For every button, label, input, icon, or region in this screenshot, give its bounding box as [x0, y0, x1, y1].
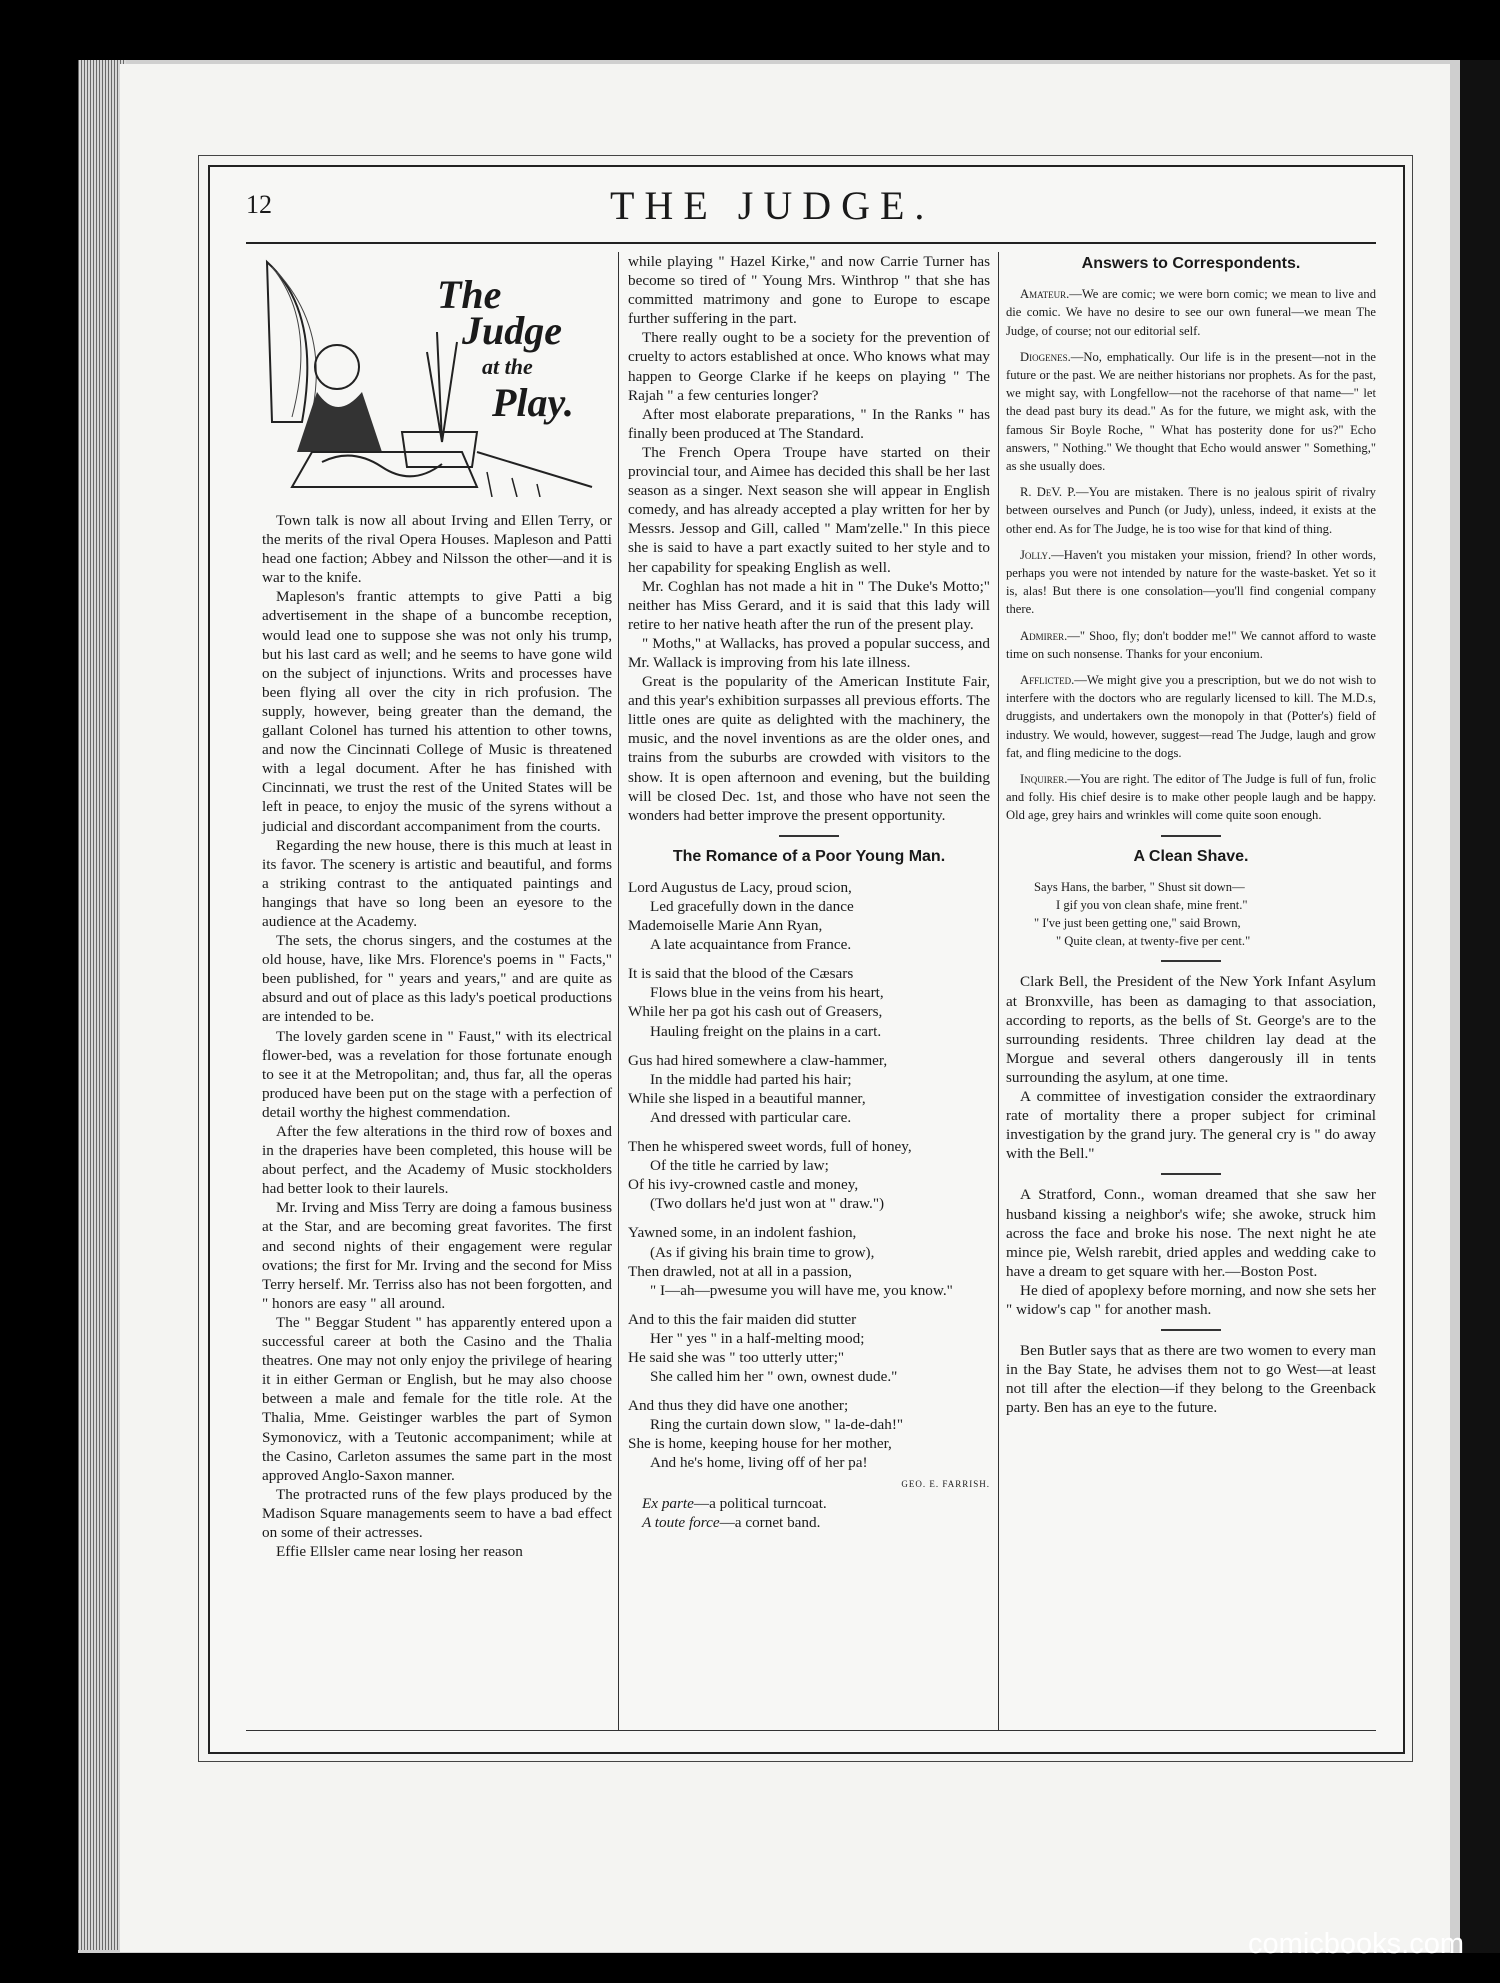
poem-line: Her " yes " in a half-melting mood; — [650, 1329, 865, 1347]
poem-line: (As if giving his brain time to grow), — [650, 1243, 875, 1261]
poem-line: It is said that the blood of the Cæsars — [628, 965, 854, 983]
verse-line: I gif you von clean shafe, mine frent." — [1056, 897, 1248, 912]
column-rule-2 — [998, 252, 999, 1730]
judge-at-play-illustration — [262, 252, 612, 497]
poem-line: " I—ah—pwesume you will have me, you know." — [650, 1281, 953, 1299]
paragraph: A committee of investigation consider the extraordinary rate of mortality there a proper subject for criminal investigation by the grand jury. The general cry is " do away with the Bell." — [1006, 1088, 1376, 1163]
paragraph: After most elaborate preparations, " In the Ranks " has finally been produced at The Standard. — [628, 405, 990, 442]
paragraph: He died of apoplexy before morning, and now she sets her " widow's cap " for another mash. — [1006, 1281, 1376, 1318]
paragraph: Great is the popularity of the American Institute Fair, and this year's exhibition surpasses all previous efforts. The little ones are quite as delighted with the machinery, the music, and the novel inventions as are the older ones, and trains from the suburbs are crowded with visitors to the show. It is open afternoon and evening, but the building will be closed Dec. 1st, and those who have not seen the wonders had better improve the present opportunity. — [628, 673, 990, 824]
paragraph: The " Beggar Student " has apparently entered upon a successful career at both the Casino and the Thalia theatres. One may not only enjoy the privilege of hearing it in either German or English, but he may also choose between a male and female for the title role. At the Thalia, Mme. Geistinger warbles the part of Symon Symonovicz, with a Teutonic accompaniment; while at the Casino, Carleton assumes the same part in the most approved Anglo-Saxon manner. — [262, 1313, 612, 1484]
poem-line: And thus they did have one another; — [628, 1397, 849, 1415]
poem-line: While her pa got his cash out of Greasers, — [628, 1003, 883, 1021]
column-3 — [1006, 252, 1376, 1417]
answer — [1006, 671, 1376, 762]
paragraph: The protracted runs of the few plays produced by the Madison Square managements seem to have a bad effect on some of their actresses. — [262, 1485, 612, 1541]
paragraph: A Stratford, Conn., woman dreamed that she saw her husband kissing a neighbor's wife; she awoke, struck him across the face and broke his nose. The next night he ate mince pie, Welsh rarebit, dried apples and wedding cake to have a dream to get square with her.—Boston Post. — [1006, 1186, 1376, 1280]
poem-line: Flows blue in the veins from his heart, — [650, 984, 884, 1002]
poem-line: Mademoiselle Marie Ann Ryan, — [628, 917, 823, 935]
answer-name: Afflicted. — [1020, 672, 1075, 687]
answer-name: Diogenes. — [1020, 349, 1071, 364]
illustration-lettering: The Judge at the Play. — [437, 272, 574, 425]
poem-line: Led gracefully down in the dance — [650, 898, 854, 915]
bottom-rule — [246, 1730, 1376, 1731]
answer-name: Amateur. — [1020, 287, 1070, 302]
answer-text: —" Shoo, fly; don't bodder me!" We cannot afford to waste time on such nonsense. Thanks for your enconium. — [1006, 628, 1376, 661]
definition — [628, 1494, 990, 1513]
answer-text: —You are right. The editor of The Judge is full of fun, frolic and folly. His chief desire is to make other people laugh and be happy. Old age, grey hairs and wrinkles will come quite soon enough. — [1006, 771, 1376, 823]
paragraph: Regarding the new house, there is this much at least in its favor. The scenery is artistic and beautiful, and forms a striking contrast to the antiquated paintings and hangings that have so long been an eyesore to the audience at the Academy. — [262, 836, 612, 930]
poem-title: The Romance of a Poor Young Man. — [672, 847, 946, 865]
paragraph: Ben Butler says that as there are two women to every man in the Bay State, he advises them not to go West—at least not till after the election—if they belong to the Greenback party. Ben has an eye to the future. — [1006, 1342, 1376, 1417]
poem-line: Gus had hired somewhere a claw-hammer, — [628, 1051, 888, 1069]
shave-title: A Clean Shave. — [1133, 847, 1249, 865]
poem-line: Lord Augustus de Lacy, proud scion, — [628, 878, 852, 896]
stanza — [628, 878, 990, 954]
poem-line: (Two dollars he'd just won at " draw.") — [650, 1195, 885, 1213]
poem — [628, 878, 990, 1494]
paragraph: Effie Ellsler came near losing her reason — [276, 1543, 523, 1561]
answer — [1006, 770, 1376, 825]
answers-list — [1006, 285, 1376, 824]
answer-text: —Haven't you mistaken your mission, friend? In other words, perhaps you were not intended by nature for the waste-basket. Yet so it is, alas! But there is one consolation—you'll find congenial company there. — [1006, 547, 1376, 617]
answer-name: R. DeV. P. — [1020, 485, 1077, 500]
definition-meaning: —a cornet band. — [719, 1513, 821, 1531]
verse-line: " Quite clean, at twenty-five per cent." — [1056, 934, 1251, 949]
masthead-rule — [246, 242, 1376, 244]
poem-line: And he's home, living off of her pa! — [650, 1454, 868, 1472]
poem-line: Then drawled, not at all in a passion, — [628, 1262, 852, 1280]
definition-meaning: —a political turncoat. — [693, 1494, 827, 1512]
poem-line: Of the title he carried by law; — [650, 1157, 829, 1175]
paragraph: There really ought to be a society for the prevention of cruelty to actors established at once. Who knows what may happen to George Clarke if he keeps on playing " The Rajah " a few centuries longer? — [628, 329, 990, 404]
paragraph: " Moths," at Wallacks, has proved a popular success, and Mr. Wallack is improving from his late illness. — [628, 634, 990, 671]
answer-text: —We are comic; we were born comic; we mean to live and die comic. We have no desire to see our own funeral—we mean The Judge, of course; not our editorial self. — [1006, 287, 1376, 338]
answer-name: Jolly. — [1020, 547, 1052, 562]
paragraph: After the few alterations in the third row of boxes and in the draperies have been completed, this house will be about perfect, and the Academy of Music stockholders had better look to their laurels. — [262, 1123, 612, 1198]
poem-line: He said she was " too utterly utter;" — [628, 1348, 845, 1366]
section-divider — [1161, 1329, 1221, 1331]
paragraph: while playing " Hazel Kirke," and now Carrie Turner has become so tired of " Young Mrs. Winthrop " that she has committed matrimony and gone to Europe to escape further suffering in the part. — [628, 253, 990, 328]
page-number: 12 — [246, 190, 272, 219]
stanza — [628, 1137, 990, 1213]
column-rule-1 — [618, 252, 619, 1730]
watermark: comicbooks.com — [1248, 1928, 1464, 1960]
paragraph: The lovely garden scene in " Faust," with its electrical flower-bed, was a revelation for those fortunate enough to see it at the Metropolitan; and, thus far, all the operas produced have been put on the stage with a perfection of detail worthy the highest commendation. — [262, 1027, 612, 1121]
paragraph: Mr. Coghlan has not made a hit in " The Duke's Motto;" neither has Miss Gerard, and it is said that this lady will retire to her native heath after the run of the present play. — [628, 577, 990, 633]
paragraph: Town talk is now all about Irving and Ellen Terry, or the merits of the rival Opera Houses. Mapleson and Patti head one faction; Abbey and Nilsson the other—and it is war to the knife. — [262, 512, 612, 587]
column-1 — [262, 252, 612, 1561]
section-divider — [1161, 835, 1221, 837]
column-2 — [628, 252, 990, 1532]
poem-line: While she lisped in a beautiful manner, — [628, 1089, 866, 1107]
paragraph: The sets, the chorus singers, and the costumes at the old house, have, like Mrs. Florence's poems in " Facts," been published, for " years and years," and are quite as absurd and out of place as this lady's poetical productions are intended to be. — [262, 932, 612, 1026]
answers-title: Answers to Correspondents. — [1081, 255, 1301, 272]
definition — [628, 1513, 990, 1532]
stanza — [628, 1310, 990, 1386]
answer-text: —We might give you a prescription, but we do not wish to interfere with the doctors who are regularly licensed to kill. The M.D.s, druggists, and undertakers own the monopoly in that (Potter's) field of industry. We would, however, suggest—read The Judge, laugh and grow fat, and fling medicine to the dogs. — [1006, 672, 1376, 760]
poem-signature: GEO. E. FARRISH. — [901, 1478, 990, 1489]
shave-verse — [1006, 878, 1376, 951]
section-divider — [1161, 960, 1221, 962]
paragraph: Clark Bell, the President of the New York Infant Asylum at Bronxville, has been as damaging to that association, according to reports, as the bells of St. George's are to the surrounding residents. Three children lay dead at the Morgue and several others dangerously ill in tents surrounding the asylum, at one time. — [1006, 973, 1376, 1086]
poem-line: And to this the fair maiden did stutter — [628, 1310, 857, 1328]
answer — [1006, 627, 1376, 663]
stanza — [628, 1051, 990, 1127]
stanza — [628, 964, 990, 1040]
verse-line: " I've just been getting one," said Brown, — [1034, 916, 1241, 931]
masthead-title: THE JUDGE. — [610, 183, 935, 228]
answer-name: Inquirer. — [1020, 771, 1068, 786]
poem-line: And dressed with particular care. — [650, 1108, 852, 1126]
poem-line: Yawned some, in an indolent fashion, — [628, 1224, 857, 1242]
poem-line: In the middle had parted his hair; — [650, 1070, 852, 1088]
answer — [1006, 285, 1376, 340]
answer — [1006, 546, 1376, 619]
answer — [1006, 483, 1376, 538]
poem-line: She called him her " own, ownest dude." — [650, 1368, 898, 1386]
next-page-edge — [1460, 60, 1500, 1953]
section-divider — [1161, 1173, 1221, 1175]
paragraph: Mapleson's frantic attempts to give Patti a big advertisement in the shape of a buncombe reception, would lead one to suppose she was not only his trump, but his last card as well; and he seems to have gone wild on the subject of injunctions. Writs and processes have been flying all over the city in rich profusion. The supply, however, being greater than the demand, the gallant Colonel has turned his attention to other towns, and now the Cincinnati College of Music is threatened with a legal document. After he has finished with Cincinnati, we trust the rest of the United States will be left in peace, to enjoy the music of the syrens without a judicial and discordant accompaniment from the courts. — [262, 588, 612, 835]
paragraph: The French Opera Troupe have started on their provincial tour, and Aimee has decided this shall be her last season as a singer. Next season she will appear in English comedy, and has already accepted a play written for her by Messrs. Jessop and Gill, called " Mam'zelle." In this piece she is said to have a part exactly suited to her style and to her capability for speaking English as well. — [628, 443, 990, 576]
answer-name: Admirer. — [1020, 628, 1068, 643]
poem-line: Hauling freight on the plains in a cart. — [650, 1022, 882, 1040]
definition-term: Ex parte — [642, 1494, 694, 1512]
paragraph: Mr. Irving and Miss Terry are doing a famous business at the Star, and are becoming great favorites. The first and second nights of their engagement were regular ovations; the first for Mr. Irving and the second for Miss Terry herself. Mr. Terriss also has not been forgotten, and " honors are easy " all around. — [262, 1199, 612, 1312]
stanza — [628, 1396, 990, 1472]
verse-line: Says Hans, the barber, " Shust sit down— — [1034, 879, 1245, 894]
poem-line: She is home, keeping house for her mother, — [628, 1435, 892, 1453]
poem-line: Of his ivy-crowned castle and money, — [628, 1176, 859, 1194]
section-divider — [779, 835, 839, 837]
answer — [1006, 348, 1376, 475]
answer-text: —No, emphatically. Our life is in the present—not in the future or the past. We are neither historians nor prophets. As for the past, we might say, with Longfellow—not the racehorse of that name—" let the dead past bury its dead." As for the future, we might ask, with the famous Sir Boyle Roche, " What has posterity done for us?" Echo answers, " Nothing." We thought that Echo would answer " Something," as she usually does. — [1006, 349, 1376, 473]
answer-text: —You are mistaken. There is no jealous spirit of rivalry between ourselves and Punch (or Judy), unless, indeed, it exists at the other end. As for The Judge, he is too wise for that kind of thing. — [1006, 485, 1376, 536]
stanza — [628, 1223, 990, 1299]
definition-term: A toute force — [642, 1513, 720, 1531]
page-edges — [78, 60, 126, 1950]
poem-line: A late acquaintance from France. — [650, 936, 852, 954]
poem-line: Ring the curtain down slow, " la-de-dah!" — [650, 1416, 904, 1434]
poem-line: Then he whispered sweet words, full of honey, — [628, 1138, 912, 1156]
